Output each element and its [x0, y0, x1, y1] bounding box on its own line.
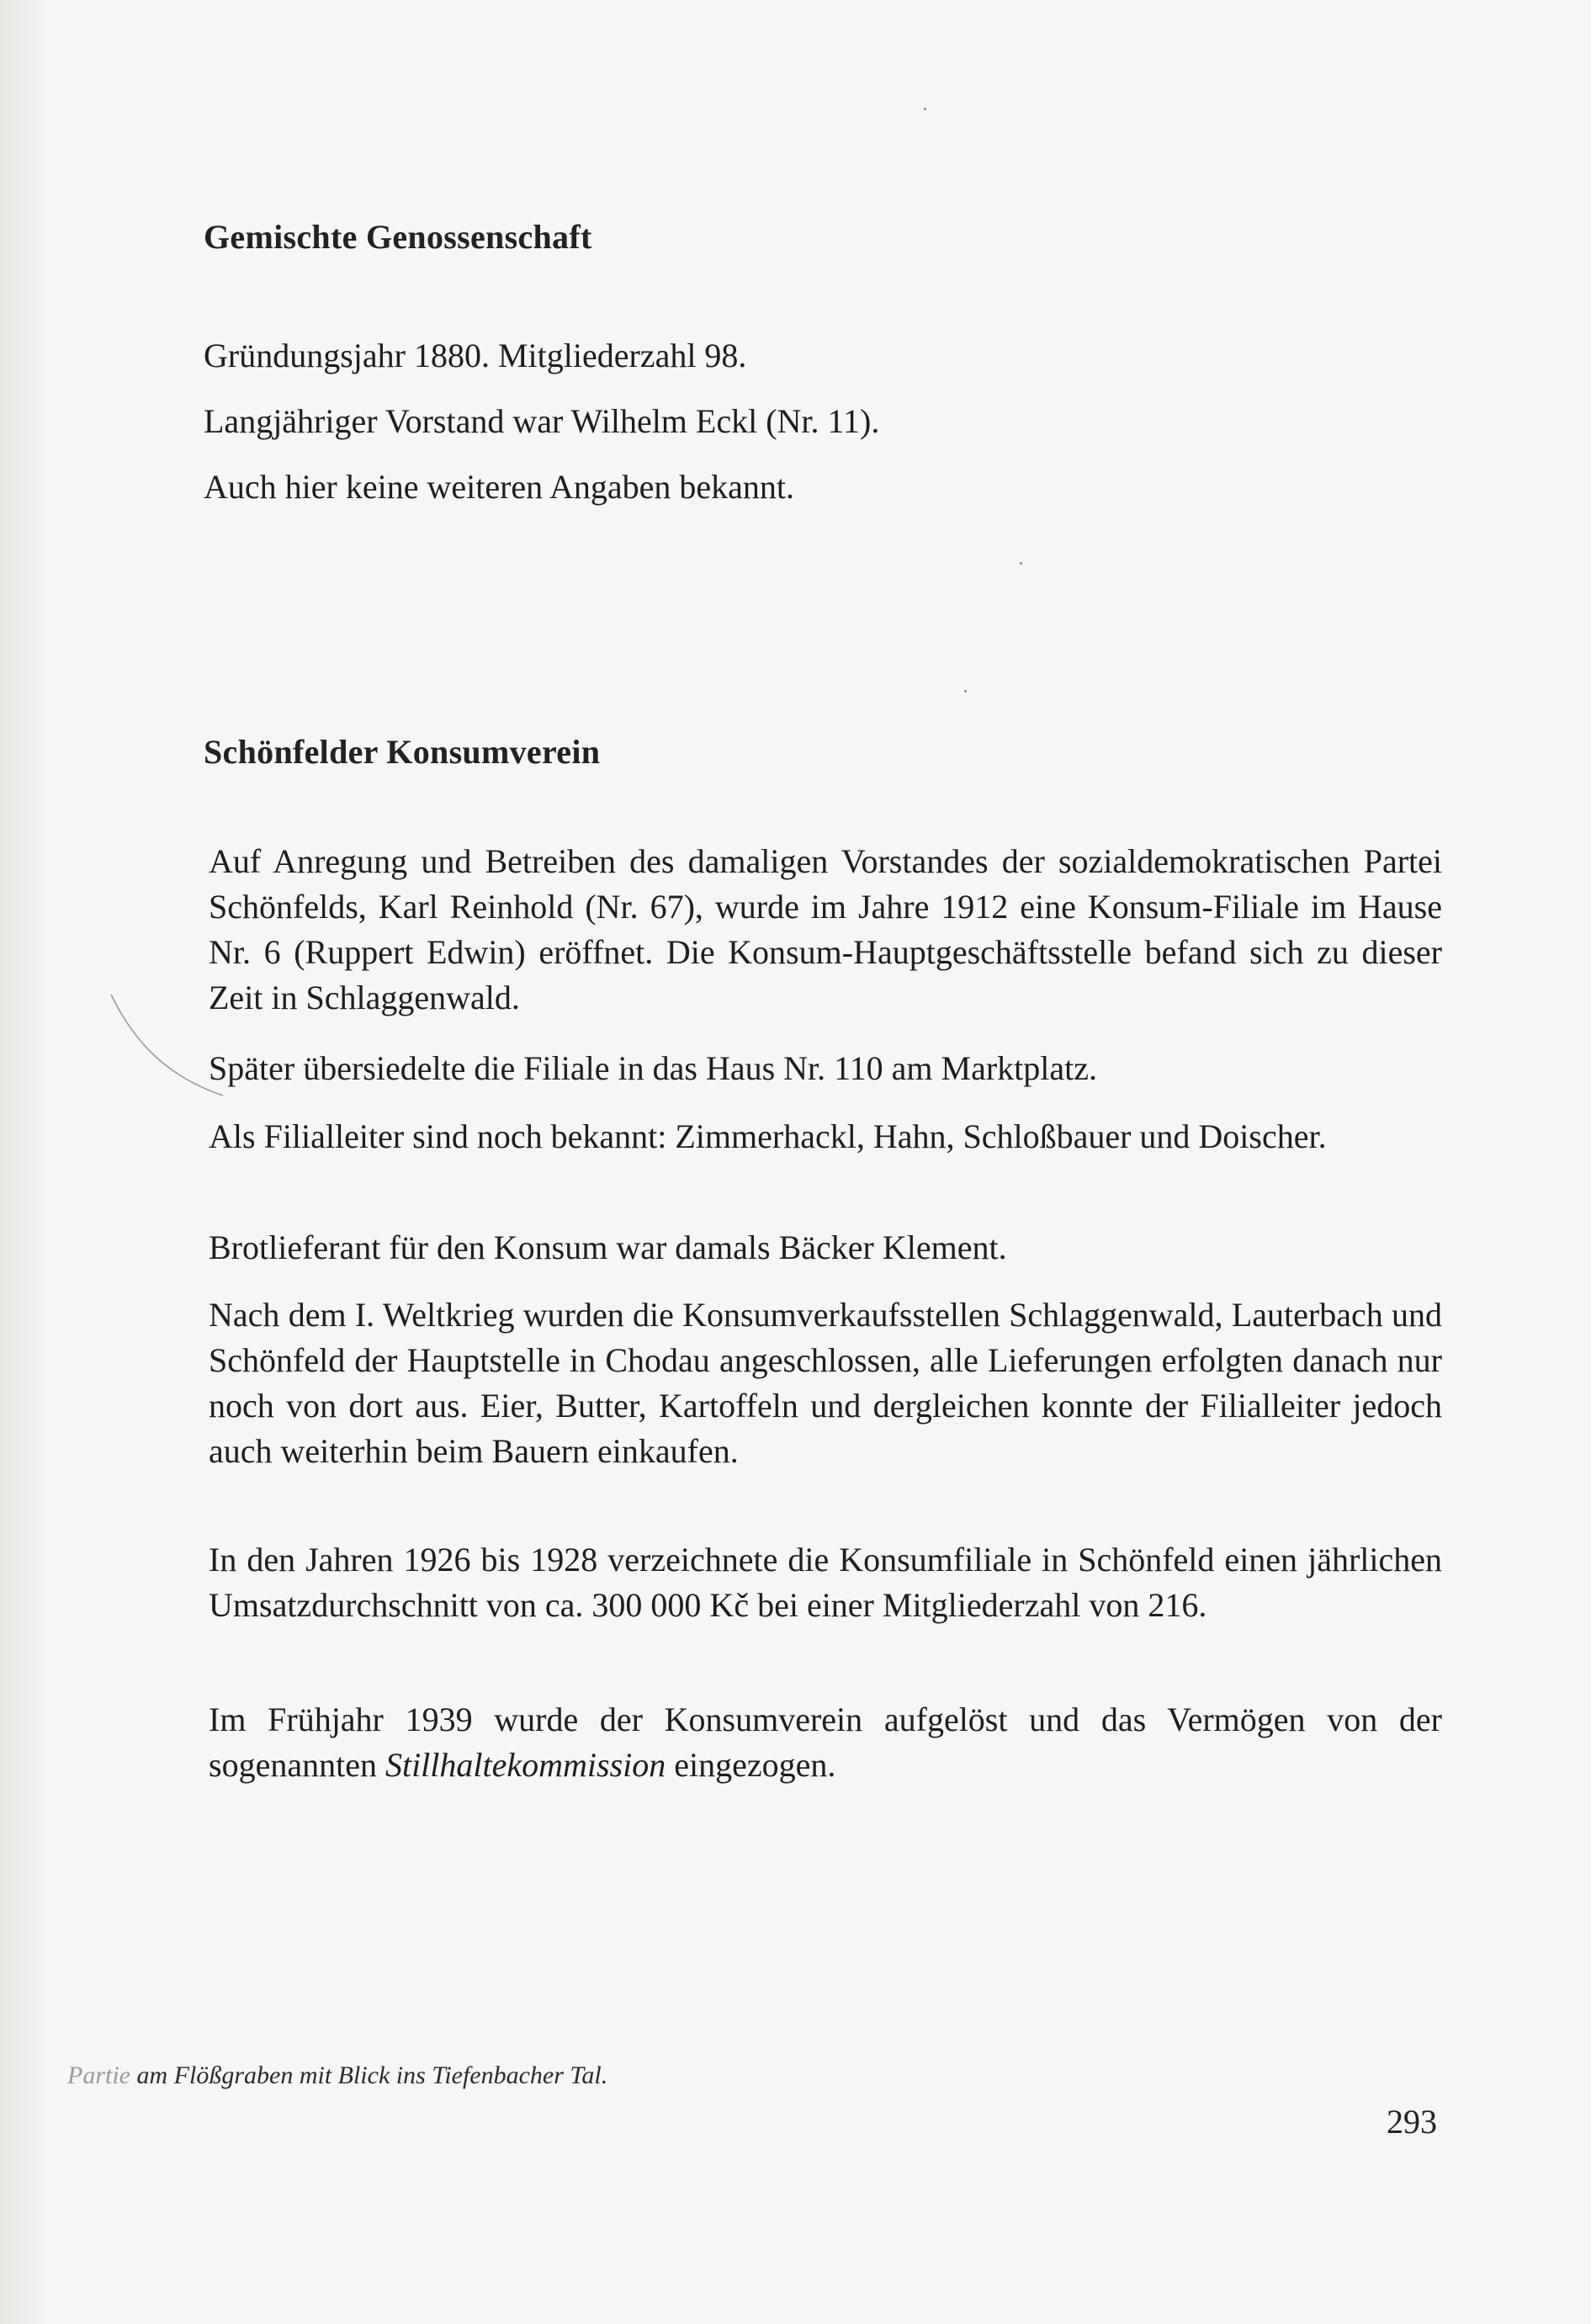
body-paragraph: Auf Anregung und Betreiben des damaligen Vorstandes der sozialdemokratischen Partei Schönfelds, Karl Reinhold (Nr. 67), wurde im Jahre 1912 eine Konsum-Filiale im Hause Nr. 6 (Ruppert Edwin) eröffnet. Die Konsum-Hauptgeschäftsstelle befand sich zu dieser Zeit in Schlaggenwald.: [209, 842, 1442, 1016]
section-heading-gemischte-genossenschaft: Gemischte Genossenschaft: [204, 218, 592, 256]
body-line: Auch hier keine weiteren Angaben bekannt.: [204, 468, 794, 506]
caption-faded-word: Partie: [67, 2061, 130, 2089]
page-number: 293: [1387, 2103, 1437, 2141]
section-heading-schoenfelder-konsumverein: Schönfelder Konsumverein: [204, 733, 601, 771]
paper-speck: [964, 690, 967, 692]
pencil-mark: [109, 993, 227, 1102]
body-paragraph: Später übersiedelte die Filiale in das Haus Nr. 110 am Marktplatz.: [209, 1049, 1098, 1087]
paper-speck: [924, 108, 926, 110]
body-paragraph: In den Jahren 1926 bis 1928 verzeichnete die Konsumfiliale in Schönfeld einen jährlichen Umsatzdurchschnitt von ca. 300 000 Kč bei einer Mitgliederzahl von 216.: [209, 1541, 1442, 1624]
body-paragraph-last: [209, 1697, 1442, 1788]
body-line: Langjähriger Vorstand war Wilhelm Eckl (Nr. 11).: [204, 402, 880, 440]
body-paragraph: Als Filialleiter sind noch bekannt: Zimmerhackl, Hahn, Schloßbauer und Doischer.: [209, 1117, 1327, 1155]
body-line: Gründungsjahr 1880. Mitgliederzahl 98.: [204, 337, 747, 374]
caption-text: am Flößgraben mit Blick ins Tiefenbacher Tal.: [130, 2061, 608, 2089]
page-edge-shadow: [0, 0, 50, 2324]
paragraph-text: eingezogen.: [666, 1746, 836, 1784]
body-paragraph: Nach dem I. Weltkrieg wurden die Konsumverkaufsstellen Schlaggenwald, Lauterbach und Schönfeld der Hauptstelle in Chodau angeschlossen, alle Lieferungen erfolgten danach nur noch von dort aus. Eier, Butter, Kartoffeln und dergleichen konnte der Filialleiter jedoch auch weiterhin beim Bauern einkaufen.: [209, 1296, 1442, 1470]
body-paragraph: Brotlieferant für den Konsum war damals Bäcker Klement.: [209, 1228, 1007, 1266]
paper-speck: [1020, 562, 1022, 565]
italic-term: Stillhaltekommission: [384, 1746, 666, 1784]
figure-caption: [67, 2061, 607, 2090]
paragraph-text: Im Frühjahr 1939 wurde der Konsumverein aufgelöst und das Vermögen von der sogenannten: [209, 1701, 1442, 1784]
